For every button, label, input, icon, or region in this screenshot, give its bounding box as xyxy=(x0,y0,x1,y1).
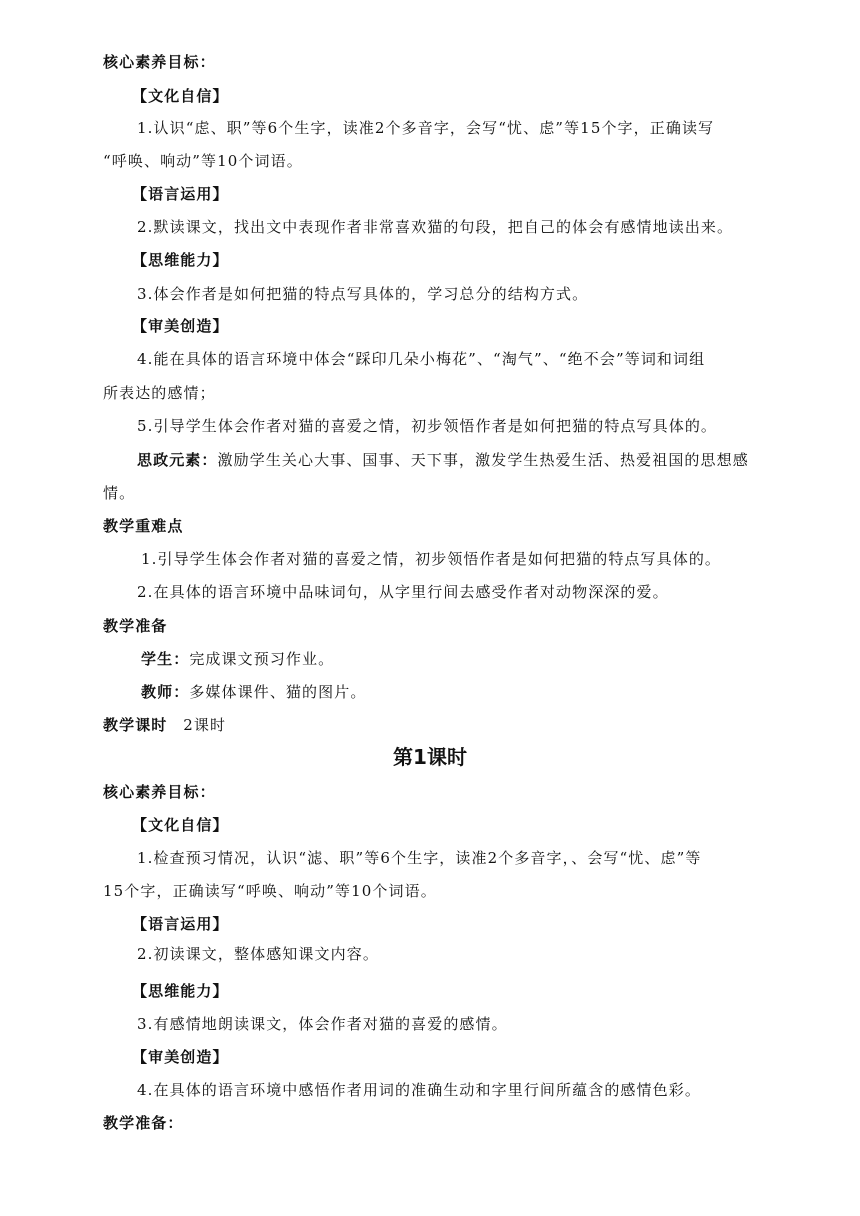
goal-item-1-line-2: “呼唤、响动”等10个词语。 xyxy=(103,152,303,170)
ideology-text: 激励学生关心大事、国事、天下事，激发学生热爱生活、热爱祖国的思想感 xyxy=(217,451,749,469)
class-hours-value: 2课时 xyxy=(183,716,227,734)
lesson-1-aesthetic-label: 【审美创造】 xyxy=(132,1048,229,1066)
lesson-1-culture-label: 【文化自信】 xyxy=(132,816,229,834)
lesson-1-item-3: 3.有感情地朗读课文，体会作者对猫的喜爱的感情。 xyxy=(137,1015,508,1033)
goal-item-3: 3.体会作者是如何把猫的特点写具体的，学习总分的结构方式。 xyxy=(137,285,589,303)
lesson-1-thinking-label: 【思维能力】 xyxy=(132,982,229,1000)
key-point-1: 1.引导学生体会作者对猫的喜爱之情，初步领悟作者是如何把猫的特点写具体的。 xyxy=(141,550,722,568)
class-hours xyxy=(103,715,226,735)
lesson-1-item-2: 2.初读课文，整体感知课文内容。 xyxy=(137,945,379,963)
thinking-label: 【思维能力】 xyxy=(132,251,229,269)
goal-item-4-line-1: 4.能在具体的语言环境中体会“踩印几朵小梅花”、“淘气”、“绝不会”等词和词组 xyxy=(137,350,706,368)
lesson-1-prep-heading: 教学准备： xyxy=(103,1114,184,1132)
goal-item-5: 5.引导学生体会作者对猫的喜爱之情，初步领悟作者是如何把猫的特点写具体的。 xyxy=(137,417,718,435)
class-hours-label: 教学课时 xyxy=(103,716,168,734)
lesson-1-item-1-line-2: 15个字，正确读写“呼唤、响动”等10个词语。 xyxy=(103,882,437,900)
goal-item-2: 2.默读课文，找出文中表现作者非常喜欢猫的句段，把自己的体会有感情地读出来。 xyxy=(137,218,734,236)
lesson-1-title: 第1课时 xyxy=(393,745,467,769)
goal-item-1-line-1: 1.认识“虑、职”等6个生字，读准2个多音字，会写“忧、虑”等15个字，正确读写 xyxy=(137,119,715,137)
teacher-prep xyxy=(141,682,366,702)
lesson-1-item-1-line-1: 1.检查预习情况，认识“滤、职”等6个生字，读准2个多音字，、会写“忧、虑”等 xyxy=(137,849,702,867)
goal-item-4-line-2: 所表达的感情； xyxy=(103,384,216,402)
language-label: 【语言运用】 xyxy=(132,185,229,203)
teacher-label: 教师： xyxy=(141,683,190,701)
ideology-label: 思政元素： xyxy=(137,451,218,469)
preparation-heading: 教学准备 xyxy=(103,617,168,635)
ideology-line-2: 情。 xyxy=(103,484,136,502)
ideology-line-1 xyxy=(137,450,749,470)
key-points-heading: 教学重难点 xyxy=(103,517,184,535)
lesson-1-goals-heading: 核心素养目标： xyxy=(103,783,216,801)
student-text: 完成课文预习作业。 xyxy=(189,650,335,668)
core-goals-heading: 核心素养目标： xyxy=(103,53,216,71)
aesthetic-label: 【审美创造】 xyxy=(132,317,229,335)
lesson-1-language-label: 【语言运用】 xyxy=(132,915,229,933)
lesson-1-item-4: 4.在具体的语言环境中感悟作者用词的准确生动和字里行间所蕴含的感情色彩。 xyxy=(137,1081,701,1099)
key-point-2: 2.在具体的语言环境中品味词句，从字里行间去感受作者对动物深深的爱。 xyxy=(137,583,669,601)
teacher-text: 多媒体课件、猫的图片。 xyxy=(189,683,367,701)
student-label: 学生： xyxy=(141,650,190,668)
student-prep xyxy=(141,649,334,669)
culture-label: 【文化自信】 xyxy=(132,87,229,105)
